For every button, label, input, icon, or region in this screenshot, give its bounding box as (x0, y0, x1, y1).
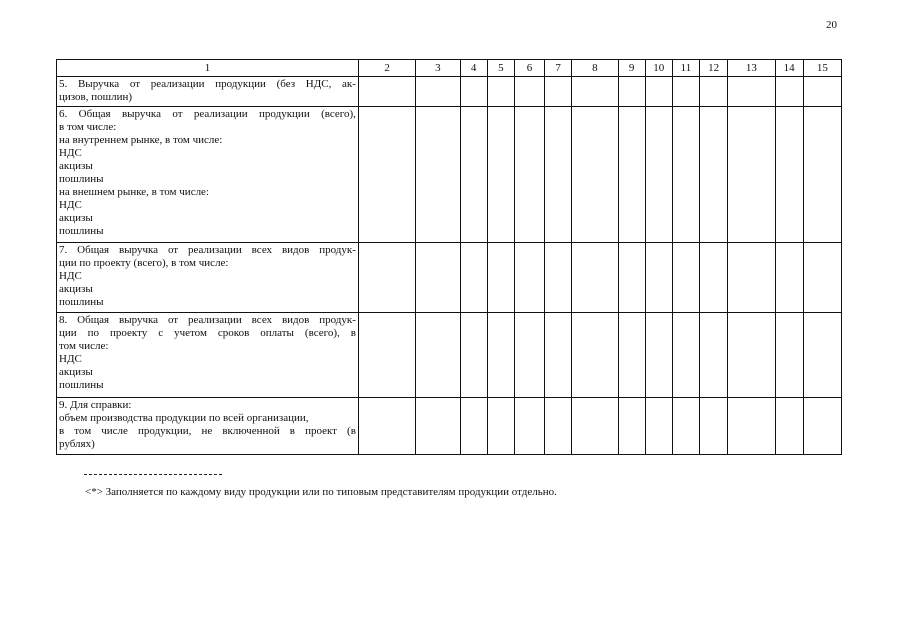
table-cell[interactable] (618, 107, 645, 243)
column-header-7: 7 (545, 60, 572, 77)
table-cell[interactable] (803, 107, 841, 243)
page-number: 20 (826, 19, 837, 31)
table-row (57, 313, 842, 398)
column-header-13: 13 (728, 60, 775, 77)
table-cell[interactable] (572, 243, 618, 313)
table-cell[interactable] (803, 398, 841, 455)
row-label-line: 6. Общая выручка от реализации продукции (всего), (59, 108, 356, 120)
table-cell[interactable] (460, 243, 487, 313)
row-label (57, 313, 359, 398)
row-label-line: на внешнем рынке, в том числе: (59, 186, 209, 198)
row-label (57, 77, 359, 107)
table-cell[interactable] (728, 107, 775, 243)
table-cell[interactable] (775, 107, 803, 243)
column-header-9: 9 (618, 60, 645, 77)
table-cell[interactable] (572, 107, 618, 243)
table-cell[interactable] (487, 398, 514, 455)
row-label-line: рублях) (59, 438, 95, 450)
row-label (57, 243, 359, 313)
table-cell[interactable] (416, 398, 460, 455)
table-cell[interactable] (775, 313, 803, 398)
row-label-line: НДС (59, 199, 82, 211)
table-cell[interactable] (545, 313, 572, 398)
table-cell[interactable] (460, 398, 487, 455)
table-cell[interactable] (618, 313, 645, 398)
table-cell[interactable] (700, 107, 728, 243)
table-cell[interactable] (728, 77, 775, 107)
table-cell[interactable] (700, 313, 728, 398)
table-cell[interactable] (803, 77, 841, 107)
column-header-2: 2 (358, 60, 415, 77)
table-cell[interactable] (775, 398, 803, 455)
table-body (57, 77, 842, 455)
table-cell[interactable] (672, 107, 699, 243)
row-label-line: акцизы (59, 283, 93, 295)
row-label-line: том числе: (59, 340, 109, 352)
column-header-3: 3 (416, 60, 460, 77)
table-cell[interactable] (775, 243, 803, 313)
revenue-table (56, 59, 842, 455)
table-cell[interactable] (416, 77, 460, 107)
footnote-text: <*> Заполняется по каждому виду продукции или по типовым представителям продукции отдельно. (85, 486, 557, 498)
table-cell[interactable] (700, 243, 728, 313)
table-cell[interactable] (358, 243, 415, 313)
row-label-line: акцизы (59, 160, 93, 172)
table-cell[interactable] (358, 77, 415, 107)
column-header-6: 6 (514, 60, 544, 77)
table-cell[interactable] (545, 77, 572, 107)
row-label (57, 398, 359, 455)
row-label-line: пошлины (59, 173, 104, 185)
table-cell[interactable] (645, 77, 672, 107)
table-cell[interactable] (803, 313, 841, 398)
column-header-14: 14 (775, 60, 803, 77)
table-cell[interactable] (416, 243, 460, 313)
table-cell[interactable] (358, 398, 415, 455)
table-row (57, 77, 842, 107)
table-cell[interactable] (487, 77, 514, 107)
row-label-line: 7. Общая выручка от реализации всех видов продук- (59, 244, 356, 256)
table-cell[interactable] (645, 398, 672, 455)
table-cell[interactable] (618, 398, 645, 455)
row-label-line: цизов, пошлин) (59, 91, 133, 103)
table-cell[interactable] (514, 398, 544, 455)
table-cell[interactable] (572, 398, 618, 455)
row-label-line: пошлины (59, 225, 104, 237)
table-cell[interactable] (358, 107, 415, 243)
table-cell[interactable] (618, 77, 645, 107)
table-cell[interactable] (545, 243, 572, 313)
table-cell[interactable] (460, 313, 487, 398)
footnote-rule (84, 474, 222, 475)
row-label-line: НДС (59, 353, 82, 365)
table-cell[interactable] (460, 107, 487, 243)
table-cell[interactable] (416, 313, 460, 398)
header-row (57, 60, 842, 77)
row-label-line: акцизы (59, 366, 93, 378)
column-header-10: 10 (645, 60, 672, 77)
table-cell[interactable] (672, 313, 699, 398)
row-label-line: 5. Выручка от реализации продукции (без НДС, ак- (59, 78, 356, 90)
row-label-line: 9. Для справки: (59, 399, 132, 411)
table-cell[interactable] (645, 243, 672, 313)
table-cell[interactable] (514, 243, 544, 313)
column-header-11: 11 (672, 60, 699, 77)
row-label-line: НДС (59, 147, 82, 159)
table-cell[interactable] (700, 398, 728, 455)
table-cell[interactable] (728, 243, 775, 313)
table-cell[interactable] (728, 398, 775, 455)
column-header-8: 8 (572, 60, 618, 77)
row-label-line: пошлины (59, 379, 104, 391)
table-row (57, 243, 842, 313)
table-row (57, 398, 842, 455)
column-header-15: 15 (803, 60, 841, 77)
column-header-4: 4 (460, 60, 487, 77)
column-header-5: 5 (487, 60, 514, 77)
table-cell[interactable] (728, 313, 775, 398)
row-label-line: в том числе: (59, 121, 117, 133)
row-label-line: пошлины (59, 296, 104, 308)
table-cell[interactable] (545, 398, 572, 455)
row-label-line: на внутреннем рынке, в том числе: (59, 134, 223, 146)
table-cell[interactable] (672, 398, 699, 455)
table-cell[interactable] (487, 313, 514, 398)
table-cell[interactable] (514, 107, 544, 243)
row-label-line: НДС (59, 270, 82, 282)
table-cell[interactable] (775, 77, 803, 107)
table-cell[interactable] (572, 313, 618, 398)
row-label-line: 8. Общая выручка от реализации всех видов продук- (59, 314, 356, 326)
table-cell[interactable] (358, 313, 415, 398)
table-cell[interactable] (618, 243, 645, 313)
table-cell[interactable] (572, 77, 618, 107)
row-label-line: объем производства продукции по всей организации, (59, 412, 309, 424)
table-cell[interactable] (545, 107, 572, 243)
row-label-line: акцизы (59, 212, 93, 224)
table-cell[interactable] (514, 313, 544, 398)
table-cell[interactable] (672, 77, 699, 107)
table-cell[interactable] (487, 107, 514, 243)
table-cell[interactable] (416, 107, 460, 243)
table-cell[interactable] (460, 77, 487, 107)
column-header-1: 1 (57, 60, 359, 77)
row-label-line: в том числе продукции, не включенной в проект (в (59, 425, 356, 437)
table-cell[interactable] (487, 243, 514, 313)
table-cell[interactable] (645, 313, 672, 398)
column-header-12: 12 (700, 60, 728, 77)
row-label-line: ции по проекту с учетом сроков оплаты (всего), в (59, 327, 356, 339)
table-cell[interactable] (672, 243, 699, 313)
table-cell[interactable] (700, 77, 728, 107)
table-cell[interactable] (803, 243, 841, 313)
table-cell[interactable] (514, 77, 544, 107)
row-label-line: ции по проекту (всего), в том числе: (59, 257, 229, 269)
row-label (57, 107, 359, 243)
table-cell[interactable] (645, 107, 672, 243)
table-row (57, 107, 842, 243)
